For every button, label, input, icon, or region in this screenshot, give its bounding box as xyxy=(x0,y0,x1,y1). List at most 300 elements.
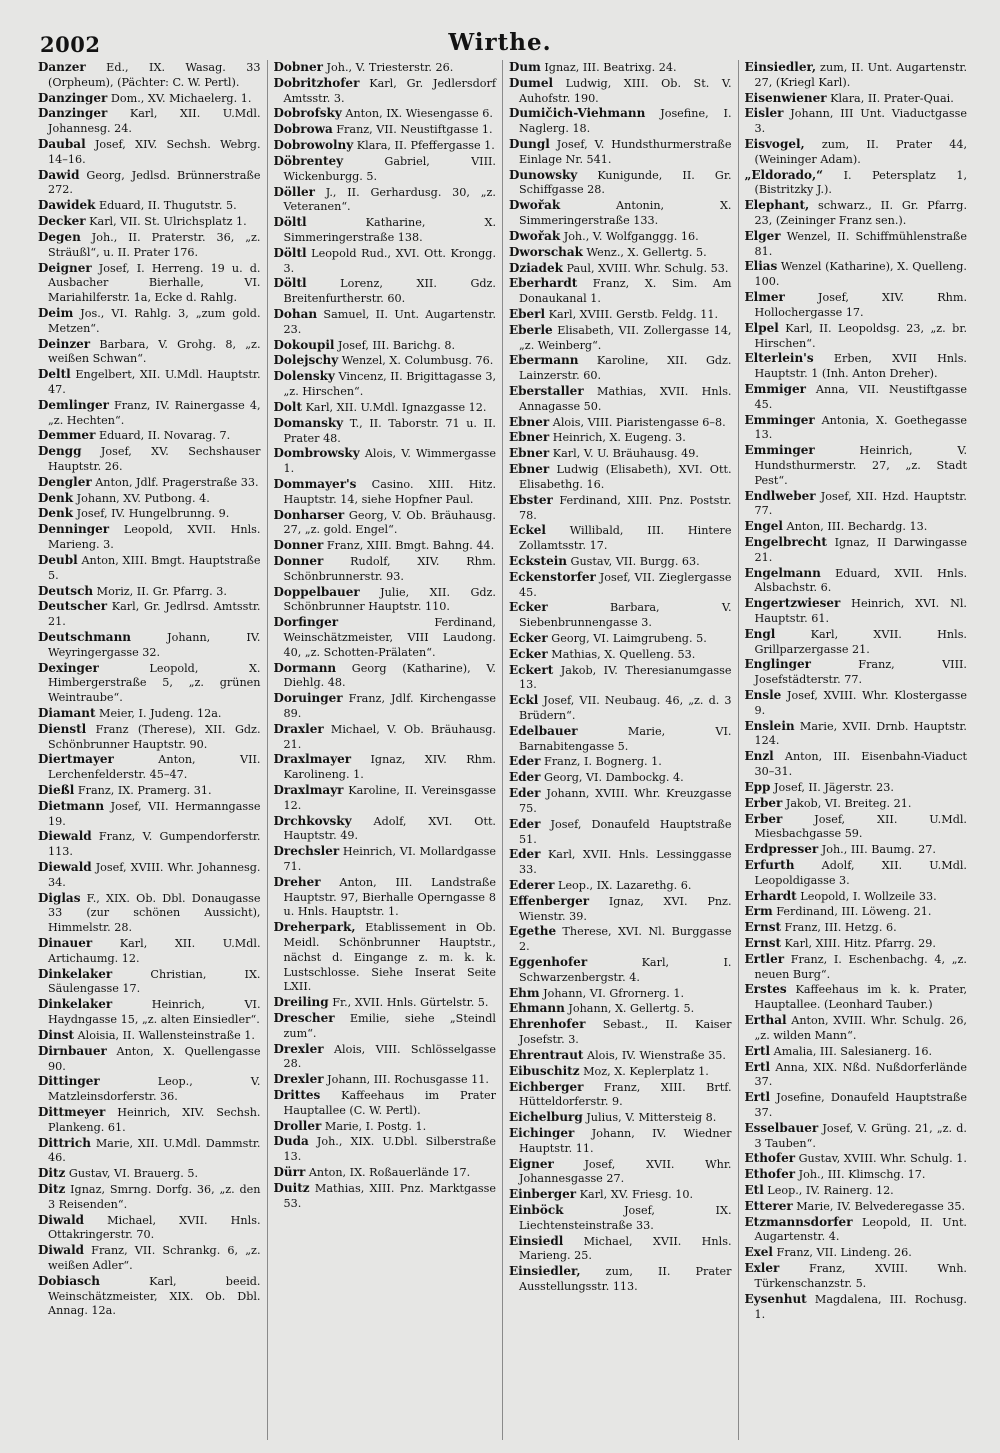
directory-entry xyxy=(745,351,968,382)
entry-details: Gabriel, VIII. Wickenburgg. 5. xyxy=(283,154,496,183)
entry-name: Exler xyxy=(744,1261,780,1276)
entry-name: Donner xyxy=(273,538,324,553)
entry-name: Ernst xyxy=(744,936,781,951)
entry-details: Johann, III Unt. Viaductgasse 3. xyxy=(754,107,967,136)
entry-name: Danzinger xyxy=(38,90,108,105)
entry-details: Wenzel, X. Columbusg. 76. xyxy=(338,354,494,368)
entry-name: Engel xyxy=(744,519,783,534)
entry-details: Joh., II. Praterstr. 36, „z. Sträußl“, u. II. Prater 176. xyxy=(48,230,261,259)
entry-name: Eichberger xyxy=(509,1079,584,1094)
entry-details: Kaffeehaus im k. k. Prater, Hauptallee. (Leonhard Tauber.) xyxy=(754,983,967,1012)
directory-entry xyxy=(509,168,732,199)
entry-details: Ludwig, XIII. Ob. St. V. Auhofstr. 190. xyxy=(519,76,732,105)
entry-details: Gustav, XVIII. Whr. Schulg. 1. xyxy=(795,1152,967,1166)
entry-name: Etterer xyxy=(744,1198,793,1213)
entry-details: Johann, XV. Putbong. 4. xyxy=(73,491,210,505)
entry-details: Casino. XIII. Hitz. Hauptstr. 14, siehe Hopfner Paul. xyxy=(283,477,496,506)
directory-entry xyxy=(274,1042,497,1073)
entry-details: Joh., III. Klimschg. 17. xyxy=(795,1168,926,1182)
entry-name: Ertl xyxy=(744,1090,771,1105)
entry-details: Georg, VI. Laimgrubeng. 5. xyxy=(547,631,707,645)
entry-name: Ehrenhofer xyxy=(509,1017,586,1032)
entry-name: Dreher xyxy=(273,874,321,889)
entry-name: Dengg xyxy=(38,444,82,459)
directory-entry xyxy=(274,844,497,875)
page-header xyxy=(0,24,1000,64)
directory-entry xyxy=(509,1187,732,1203)
entry-name: Diewald xyxy=(38,860,92,875)
directory-entry xyxy=(745,688,968,719)
entry-name: Duda xyxy=(273,1134,309,1149)
entry-details: Katharine, X. Simmeringerstraße 138. xyxy=(283,216,496,244)
entry-details: zum, II. Prater Ausstellungsstr. 113. xyxy=(519,1265,732,1294)
directory-entry xyxy=(509,1017,732,1048)
entry-details: Etablissement in Ob. Meidl. Schönbrunner Hauptstr., nächst d. Eingange z. m. k. k. Lustschlosse. Siehe Inserat Seite LXII. xyxy=(283,921,496,994)
entry-details: Ignaz, XVI. Pnz. Wienstr. 39. xyxy=(519,894,732,923)
directory-entry xyxy=(274,508,497,539)
directory-entry xyxy=(274,752,497,783)
entry-details: Joh., XIX. U.Dbl. Silberstraße 13. xyxy=(283,1135,496,1164)
directory-entry xyxy=(509,384,732,415)
entry-details: schwarz., II. Gr. Pfarrg. 23, (Zeininger Franz sen.). xyxy=(754,199,967,228)
entry-name: Duitz xyxy=(273,1180,310,1195)
entry-details: Franz, IV. Rainergasse 4, „z. Hechten“. xyxy=(48,398,261,427)
entry-details: Josef, VII. Hermanngasse 19. xyxy=(48,799,261,828)
directory-entry xyxy=(745,1121,968,1152)
entry-name: Dumel xyxy=(509,75,554,90)
entry-details: Franz, Jdlf. Kirchengasse 89. xyxy=(283,692,496,720)
entry-details: Magdalena, III. Rochusg. 1. xyxy=(754,1292,967,1321)
entry-name: Elger xyxy=(744,228,781,243)
entry-name: Diwald xyxy=(38,1212,85,1227)
entry-name: Deutschmann xyxy=(38,629,132,644)
entry-name: Eckstein xyxy=(509,553,567,568)
entry-details: Adolf, XVI. Ott. Hauptstr. 49. xyxy=(283,814,496,843)
directory-entry xyxy=(38,1274,261,1319)
entry-details: Karl, beeid. Weinschätzmeister, XIX. Ob. Dbl. Annag. 12a. xyxy=(48,1274,261,1318)
entry-name: Elterlein's xyxy=(744,351,814,366)
directory-entry xyxy=(745,1013,968,1044)
entry-details: Michael, XVII. Hnls. Marieng. 25. xyxy=(519,1234,732,1263)
directory-entry xyxy=(745,749,968,780)
entry-name: Egethe xyxy=(509,924,557,939)
directory-entry xyxy=(509,1064,732,1080)
entry-details: Eduard, II. Novarag. 7. xyxy=(95,429,231,443)
entry-details: Moz, X. Keplerplatz 1. xyxy=(579,1064,709,1078)
entry-name: Dziadek xyxy=(509,260,563,275)
directory-entry xyxy=(38,553,261,584)
directory-entry xyxy=(274,477,497,508)
directory-entry xyxy=(509,1264,732,1295)
entry-name: Demlinger xyxy=(38,397,109,412)
directory-entry xyxy=(38,261,261,306)
entry-details: Leopold Rud., XVI. Ott. Krongg. 3. xyxy=(283,246,496,275)
directory-entry xyxy=(509,663,732,694)
directory-entry xyxy=(745,413,968,444)
entry-name: Esselbauer xyxy=(744,1120,819,1135)
entry-details: Mathias, XVII. Hnls. Annagasse 50. xyxy=(519,385,732,413)
directory-entry xyxy=(274,416,497,447)
directory-entry xyxy=(745,1090,968,1121)
entry-details: Gustav, VI. Brauerg. 5. xyxy=(65,1167,199,1181)
entry-name: Drittes xyxy=(273,1088,321,1103)
entry-details: Elisabeth, VII. Zollergasse 14, „z. Weinberg“. xyxy=(519,323,732,352)
directory-entry xyxy=(509,786,732,817)
directory-entry xyxy=(509,323,732,354)
directory-entry xyxy=(38,829,261,860)
entry-name: Dittrich xyxy=(38,1135,91,1150)
directory-entry xyxy=(274,400,497,416)
entry-name: Eder xyxy=(509,847,541,862)
entry-details: Amalia, III. Salesianerg. 16. xyxy=(770,1044,933,1058)
directory-entry xyxy=(509,1001,732,1017)
entry-name: Deltl xyxy=(38,367,71,382)
entry-name: Dolensky xyxy=(273,369,335,384)
entry-name: Erstes xyxy=(744,982,787,997)
directory-entry xyxy=(745,1261,968,1292)
directory-entry xyxy=(509,754,732,770)
directory-entry xyxy=(274,783,497,814)
entry-name: Eichinger xyxy=(509,1125,575,1140)
entry-details: Josef, V. Grüng. 21, „z. d. 3 Tauben“. xyxy=(754,1121,967,1150)
entry-details: Ferdinand, III. Löweng. 21. xyxy=(772,905,932,919)
directory-entry xyxy=(274,446,497,477)
directory-entry xyxy=(274,661,497,692)
entry-details: Karl, I. Schwarzenbergstr. 4. xyxy=(519,956,732,984)
entry-name: Dunowsky xyxy=(509,167,578,182)
entry-details: Marie, XII. U.Mdl. Dammstr. 46. xyxy=(48,1136,261,1165)
entry-name: Dobrowa xyxy=(273,122,333,137)
entry-details: Franz (Therese), XII. Gdz. Schönbrunner Hauptstr. 90. xyxy=(48,722,261,751)
directory-entry xyxy=(745,168,968,199)
entry-details: Georg, Jedlsd. Brünnerstraße 272. xyxy=(48,168,261,197)
entry-details: Paul, XVIII. Whr. Schulg. 53. xyxy=(562,261,729,275)
directory-entry xyxy=(509,415,732,431)
entry-name: Dexinger xyxy=(38,660,99,675)
directory-entry xyxy=(509,955,732,986)
entry-details: Leopold, I. Wollzeile 33. xyxy=(796,889,937,903)
entry-name: Erm xyxy=(744,904,773,919)
entry-name: Dobiasch xyxy=(38,1273,100,1288)
entry-name: Drechsler xyxy=(273,844,340,859)
directory-entry xyxy=(274,353,497,369)
entry-name: Eckl xyxy=(509,693,539,708)
directory-entry xyxy=(274,338,497,354)
entry-details: Franz, III. Hetzg. 6. xyxy=(781,921,897,935)
entry-details: Ferdinand, XIII. Pnz. Poststr. 78. xyxy=(519,493,732,522)
directory-entry xyxy=(509,245,732,261)
entry-name: Dungl xyxy=(509,137,550,152)
directory-entry xyxy=(38,1213,261,1244)
entry-details: zum, II. Prater 44, (Weininger Adam). xyxy=(754,138,967,166)
directory-entry xyxy=(509,60,732,76)
entry-details: Leopold, XVII. Hnls. Marieng. 3. xyxy=(48,523,261,552)
directory-entry xyxy=(38,398,261,429)
entry-details: Ignaz, II Darwingasse 21. xyxy=(754,535,967,564)
entry-details: Leopold, II. Unt. Augartenstr. 4. xyxy=(754,1215,967,1244)
entry-details: Georg, V. Ob. Bräuhausg. 27, „z. gold. Engel“. xyxy=(283,508,496,537)
entry-name: Draxlmayer xyxy=(273,752,352,767)
entry-name: Dietmann xyxy=(38,798,105,813)
entry-details: Heinrich, XIV. Sechsh. Plankeng. 61. xyxy=(48,1105,261,1134)
entry-details: Johann, XVIII. Whr. Kreuzgasse 75. xyxy=(519,787,732,815)
entry-name: Ecker xyxy=(509,630,548,645)
entry-details: Franz, V. Gumpendorferstr. 113. xyxy=(48,830,261,859)
entry-name: Engelmann xyxy=(744,565,821,580)
entry-name: Donharser xyxy=(273,507,345,522)
entry-name: Dinauer xyxy=(38,936,93,951)
entry-details: Anton, III. Bechardg. 13. xyxy=(782,520,928,534)
entry-details: Jakob, VI. Breiteg. 21. xyxy=(782,796,912,810)
page-number: 2002 xyxy=(40,32,101,57)
entry-name: Droller xyxy=(273,1118,322,1133)
directory-entry xyxy=(745,1292,968,1323)
directory-entry xyxy=(38,584,261,600)
entry-name: Ensle xyxy=(744,688,782,703)
entry-name: Dinkelaker xyxy=(38,997,113,1012)
entry-name: Ertl xyxy=(744,1059,771,1074)
entry-name: Dolt xyxy=(273,399,303,414)
directory-entry xyxy=(745,1245,968,1261)
directory-entry xyxy=(38,91,261,107)
entry-name: Danzinger xyxy=(38,106,108,121)
entry-name: Drchkovsky xyxy=(273,813,352,828)
directory-entry xyxy=(509,462,732,493)
entry-name: Edelbauer xyxy=(509,723,578,738)
entry-name: Dengler xyxy=(38,474,92,489)
directory-entry xyxy=(274,122,497,138)
directory-entry xyxy=(509,724,732,755)
entry-name: Doruinger xyxy=(273,691,343,706)
entry-details: Meier, I. Judeng. 12a. xyxy=(95,706,222,720)
entry-name: Ditz xyxy=(38,1181,66,1196)
directory-entry xyxy=(509,446,732,462)
entry-name: Ehrentraut xyxy=(509,1047,584,1062)
entry-details: Samuel, II. Unt. Augartenstr. 23. xyxy=(283,307,496,336)
entry-details: Marie, XVII. Drnb. Hauptstr. 124. xyxy=(754,719,967,748)
entry-name: Dirnbauer xyxy=(38,1043,107,1058)
entry-name: Degen xyxy=(38,229,81,244)
entry-name: Drexler xyxy=(273,1072,324,1087)
directory-entry xyxy=(509,817,732,848)
entry-details: Franz, I. Eschenbachg. 4, „z. neuen Burg“. xyxy=(754,952,967,981)
entry-details: Franz, IX. Pramerg. 31. xyxy=(74,783,212,797)
directory-entry xyxy=(274,585,497,616)
entry-details: Jos., VI. Rahlg. 3, „zum gold. Metzen“. xyxy=(48,306,261,335)
entry-details: Franz, XIII. Bmgt. Bahng. 44. xyxy=(323,539,495,553)
directory-entry xyxy=(38,936,261,967)
directory-entry xyxy=(38,706,261,722)
directory-entry xyxy=(38,306,261,337)
directory-entry xyxy=(38,491,261,507)
entry-name: Drescher xyxy=(273,1010,335,1025)
entry-name: Dohan xyxy=(273,306,318,321)
entry-name: Eigner xyxy=(509,1156,554,1171)
entry-details: Alois, VIII. Piaristengasse 6–8. xyxy=(549,415,726,429)
entry-name: Deim xyxy=(38,305,74,320)
entry-details: Therese, XVI. Nl. Burggasse 2. xyxy=(519,925,732,954)
directory-entry xyxy=(274,722,497,753)
entry-details: Josef, XIV. Rhm. Hollochergasse 17. xyxy=(754,291,967,319)
entry-name: Dobrowolny xyxy=(273,138,354,153)
entry-details: Anton, III. Eisenbahn-Viaduct 30–31. xyxy=(754,750,967,779)
entry-details: Franz, X. Sim. Am Donaukanal 1. xyxy=(519,277,732,306)
entry-name: Dießl xyxy=(38,782,75,797)
entry-name: Döltl xyxy=(273,245,307,260)
entry-name: Dittinger xyxy=(38,1074,100,1089)
directory-entry xyxy=(38,506,261,522)
directory-entry xyxy=(509,878,732,894)
entry-name: Enzl xyxy=(744,749,774,764)
directory-entry xyxy=(509,523,732,554)
entry-name: Eckert xyxy=(509,662,554,677)
entry-details: Josef, I. Herreng. 19 u. d. Ausbacher Bierhalle, VI. Mariahilferstr. 1a, Ecke d. Rahlg. xyxy=(48,261,261,305)
entry-details: Franz, I. Bognerg. 1. xyxy=(540,755,662,769)
entry-details: Heinrich, VI. Haydngasse 15, „z. alten Einsiedler“. xyxy=(48,998,261,1027)
entry-name: Epp xyxy=(744,779,771,794)
entry-details: Joh., III. Baumg. 27. xyxy=(818,843,936,857)
entry-name: Deutscher xyxy=(38,599,108,614)
directory-entry xyxy=(745,443,968,488)
directory-entry xyxy=(509,631,732,647)
directory-entry xyxy=(509,198,732,229)
directory-entry xyxy=(745,627,968,658)
entry-details: Franz, XIII. Brtf. Hütteldorferstr. 9. xyxy=(519,1080,732,1109)
entry-details: Rudolf, XIV. Rhm. Schönbrunnerstr. 93. xyxy=(283,554,496,583)
entry-details: Julius, V. Mittersteig 8. xyxy=(582,1111,717,1125)
directory-entry xyxy=(745,91,968,107)
entry-name: Döller xyxy=(273,184,315,199)
entry-details: Ed., IX. Wasag. 33 (Orpheum), (Pächter: C. W. Pertl). xyxy=(48,61,261,89)
entry-details: Anton, XIII. Bmgt. Hauptstraße 5. xyxy=(48,553,261,582)
entry-details: Josef, III. Barichg. 8. xyxy=(334,338,456,352)
directory-entry xyxy=(509,430,732,446)
directory-entry xyxy=(38,198,261,214)
entry-name: Einsiedler, xyxy=(744,60,817,74)
directory-entry xyxy=(38,1074,261,1105)
entry-name: Drexler xyxy=(273,1041,324,1056)
directory-entry xyxy=(38,661,261,706)
entry-details: Josef, II. Jägerstr. 23. xyxy=(770,780,894,794)
directory-entry xyxy=(274,60,497,76)
entry-details: Johann, X. Gellertg. 5. xyxy=(564,1002,695,1016)
entry-details: Josef, XII. Hzd. Hauptstr. 77. xyxy=(754,489,967,518)
directory-entry xyxy=(38,599,261,630)
entry-name: Dobritzhofer xyxy=(273,75,360,90)
directory-entry xyxy=(509,647,732,663)
entry-details: Georg, VI. Dambockg. 4. xyxy=(540,771,684,785)
directory-entry xyxy=(745,796,968,812)
entry-details: Josef, XVIII. Whr. Johannesg. 34. xyxy=(48,861,261,889)
directory-entry xyxy=(509,570,732,601)
entry-details: Anton, VII. Lerchenfelderstr. 45–47. xyxy=(48,753,261,782)
entry-name: Ehmann xyxy=(509,1001,565,1016)
entry-name: Deubl xyxy=(38,552,78,567)
entry-name: Eberhardt xyxy=(509,276,578,291)
entry-details: Aloisia, II. Wallensteinstraße 1. xyxy=(74,1028,255,1042)
directory-entry xyxy=(509,1234,732,1265)
entry-name: Eisvogel, xyxy=(744,137,805,152)
entry-name: Erhardt xyxy=(744,888,797,903)
directory-entry xyxy=(38,860,261,891)
entry-name: Diglas xyxy=(38,890,81,905)
directory-entry xyxy=(745,1167,968,1183)
column-2 xyxy=(267,60,503,1440)
entry-details: Karl, VII. St. Ulrichsplatz 1. xyxy=(85,215,247,229)
entry-details: Heinrich, V. Hundsthurmerstr. 27, „z. Stadt Pest“. xyxy=(754,444,967,487)
entry-name: Dumičich-Viehmann xyxy=(509,106,646,121)
directory-entry xyxy=(509,137,732,168)
entry-details: Josef, IX. Liechtensteinstraße 33. xyxy=(519,1204,732,1232)
directory-entry xyxy=(509,554,732,570)
directory-entry xyxy=(274,154,497,185)
entry-details: Marie, IV. Belvederegasse 35. xyxy=(792,1199,966,1213)
entry-name: Döltl xyxy=(273,276,307,291)
column-1 xyxy=(38,60,267,1440)
entry-details: Franz, VII. Lindeng. 26. xyxy=(773,1246,912,1260)
directory-entry xyxy=(509,847,732,878)
entry-details: Antonia, X. Goethegasse 13. xyxy=(754,413,967,442)
directory-entry xyxy=(509,76,732,107)
entry-details: Klara, II. Prater-Quai. xyxy=(826,91,954,105)
directory-entry xyxy=(745,858,968,889)
directory-entry xyxy=(38,1044,261,1075)
entry-details: Johann, IV. Wiedner Hauptstr. 11. xyxy=(519,1126,732,1155)
directory-entry xyxy=(509,276,732,307)
entry-details: Heinrich, X. Eugeng. 3. xyxy=(549,431,686,445)
entry-details: F., XIX. Ob. Dbl. Donaugasse 33 (zur schönen Aussicht), Himmelstr. 28. xyxy=(48,891,261,935)
entry-name: Eberle xyxy=(509,322,553,337)
entry-details: Anna, XIX. Nßd. Nußdorferlände 37. xyxy=(754,1060,967,1089)
entry-name: Einsiedl xyxy=(509,1233,564,1248)
entry-details: Klara, II. Pfeffergasse 1. xyxy=(353,139,495,153)
entry-name: Eisenwiener xyxy=(744,90,827,105)
entry-details: Marie, I. Postg. 1. xyxy=(321,1119,427,1133)
entry-name: Ecker xyxy=(509,646,548,661)
directory-entry xyxy=(274,538,497,554)
entry-name: Elmer xyxy=(744,290,785,305)
directory-entry xyxy=(745,198,968,229)
entry-name: Danzer xyxy=(38,60,86,74)
directory-entry xyxy=(745,382,968,413)
entry-details: Franz, VII. Schrankg. 6, „z. weißen Adler“. xyxy=(48,1244,261,1272)
entry-details: Josefine, I. Naglerg. 18. xyxy=(519,107,732,136)
directory-entry xyxy=(509,894,732,925)
directory-entry xyxy=(274,875,497,920)
directory-entry xyxy=(274,1134,497,1165)
directory-entry xyxy=(509,986,732,1002)
entry-details: Barbara, V. Siebenbrunnengasse 3. xyxy=(519,601,732,630)
entry-name: Denninger xyxy=(38,522,110,537)
entry-details: Willibald, III. Hintere Zollamtsstr. 17. xyxy=(519,524,732,553)
entry-details: Josef, XVIII. Whr. Klostergasse 9. xyxy=(754,689,967,717)
entry-name: Eichelburg xyxy=(509,1110,583,1125)
page-title: Wirthe. xyxy=(448,29,552,56)
directory-entry xyxy=(745,920,968,936)
directory-entry xyxy=(745,952,968,983)
entry-details: Johann, III. Rochusgasse 11. xyxy=(323,1073,489,1087)
directory-entry xyxy=(509,493,732,524)
directory-entry xyxy=(745,259,968,290)
entry-details: Karl, XIII. Hitz. Pfarrg. 29. xyxy=(781,937,936,951)
entry-details: J., II. Gerhardusg. 30, „z. Veteranen“. xyxy=(283,185,496,214)
directory-entry xyxy=(38,522,261,553)
entry-details: Leopold, X. Himbergerstraße 5, „z. grünen Weintraube“. xyxy=(48,661,261,705)
entry-name: Dum xyxy=(509,60,541,74)
entry-name: Ederer xyxy=(509,877,555,892)
entry-details: Ignaz, XIV. Rhm. Karolineng. 1. xyxy=(283,753,496,782)
directory-entry xyxy=(274,76,497,107)
